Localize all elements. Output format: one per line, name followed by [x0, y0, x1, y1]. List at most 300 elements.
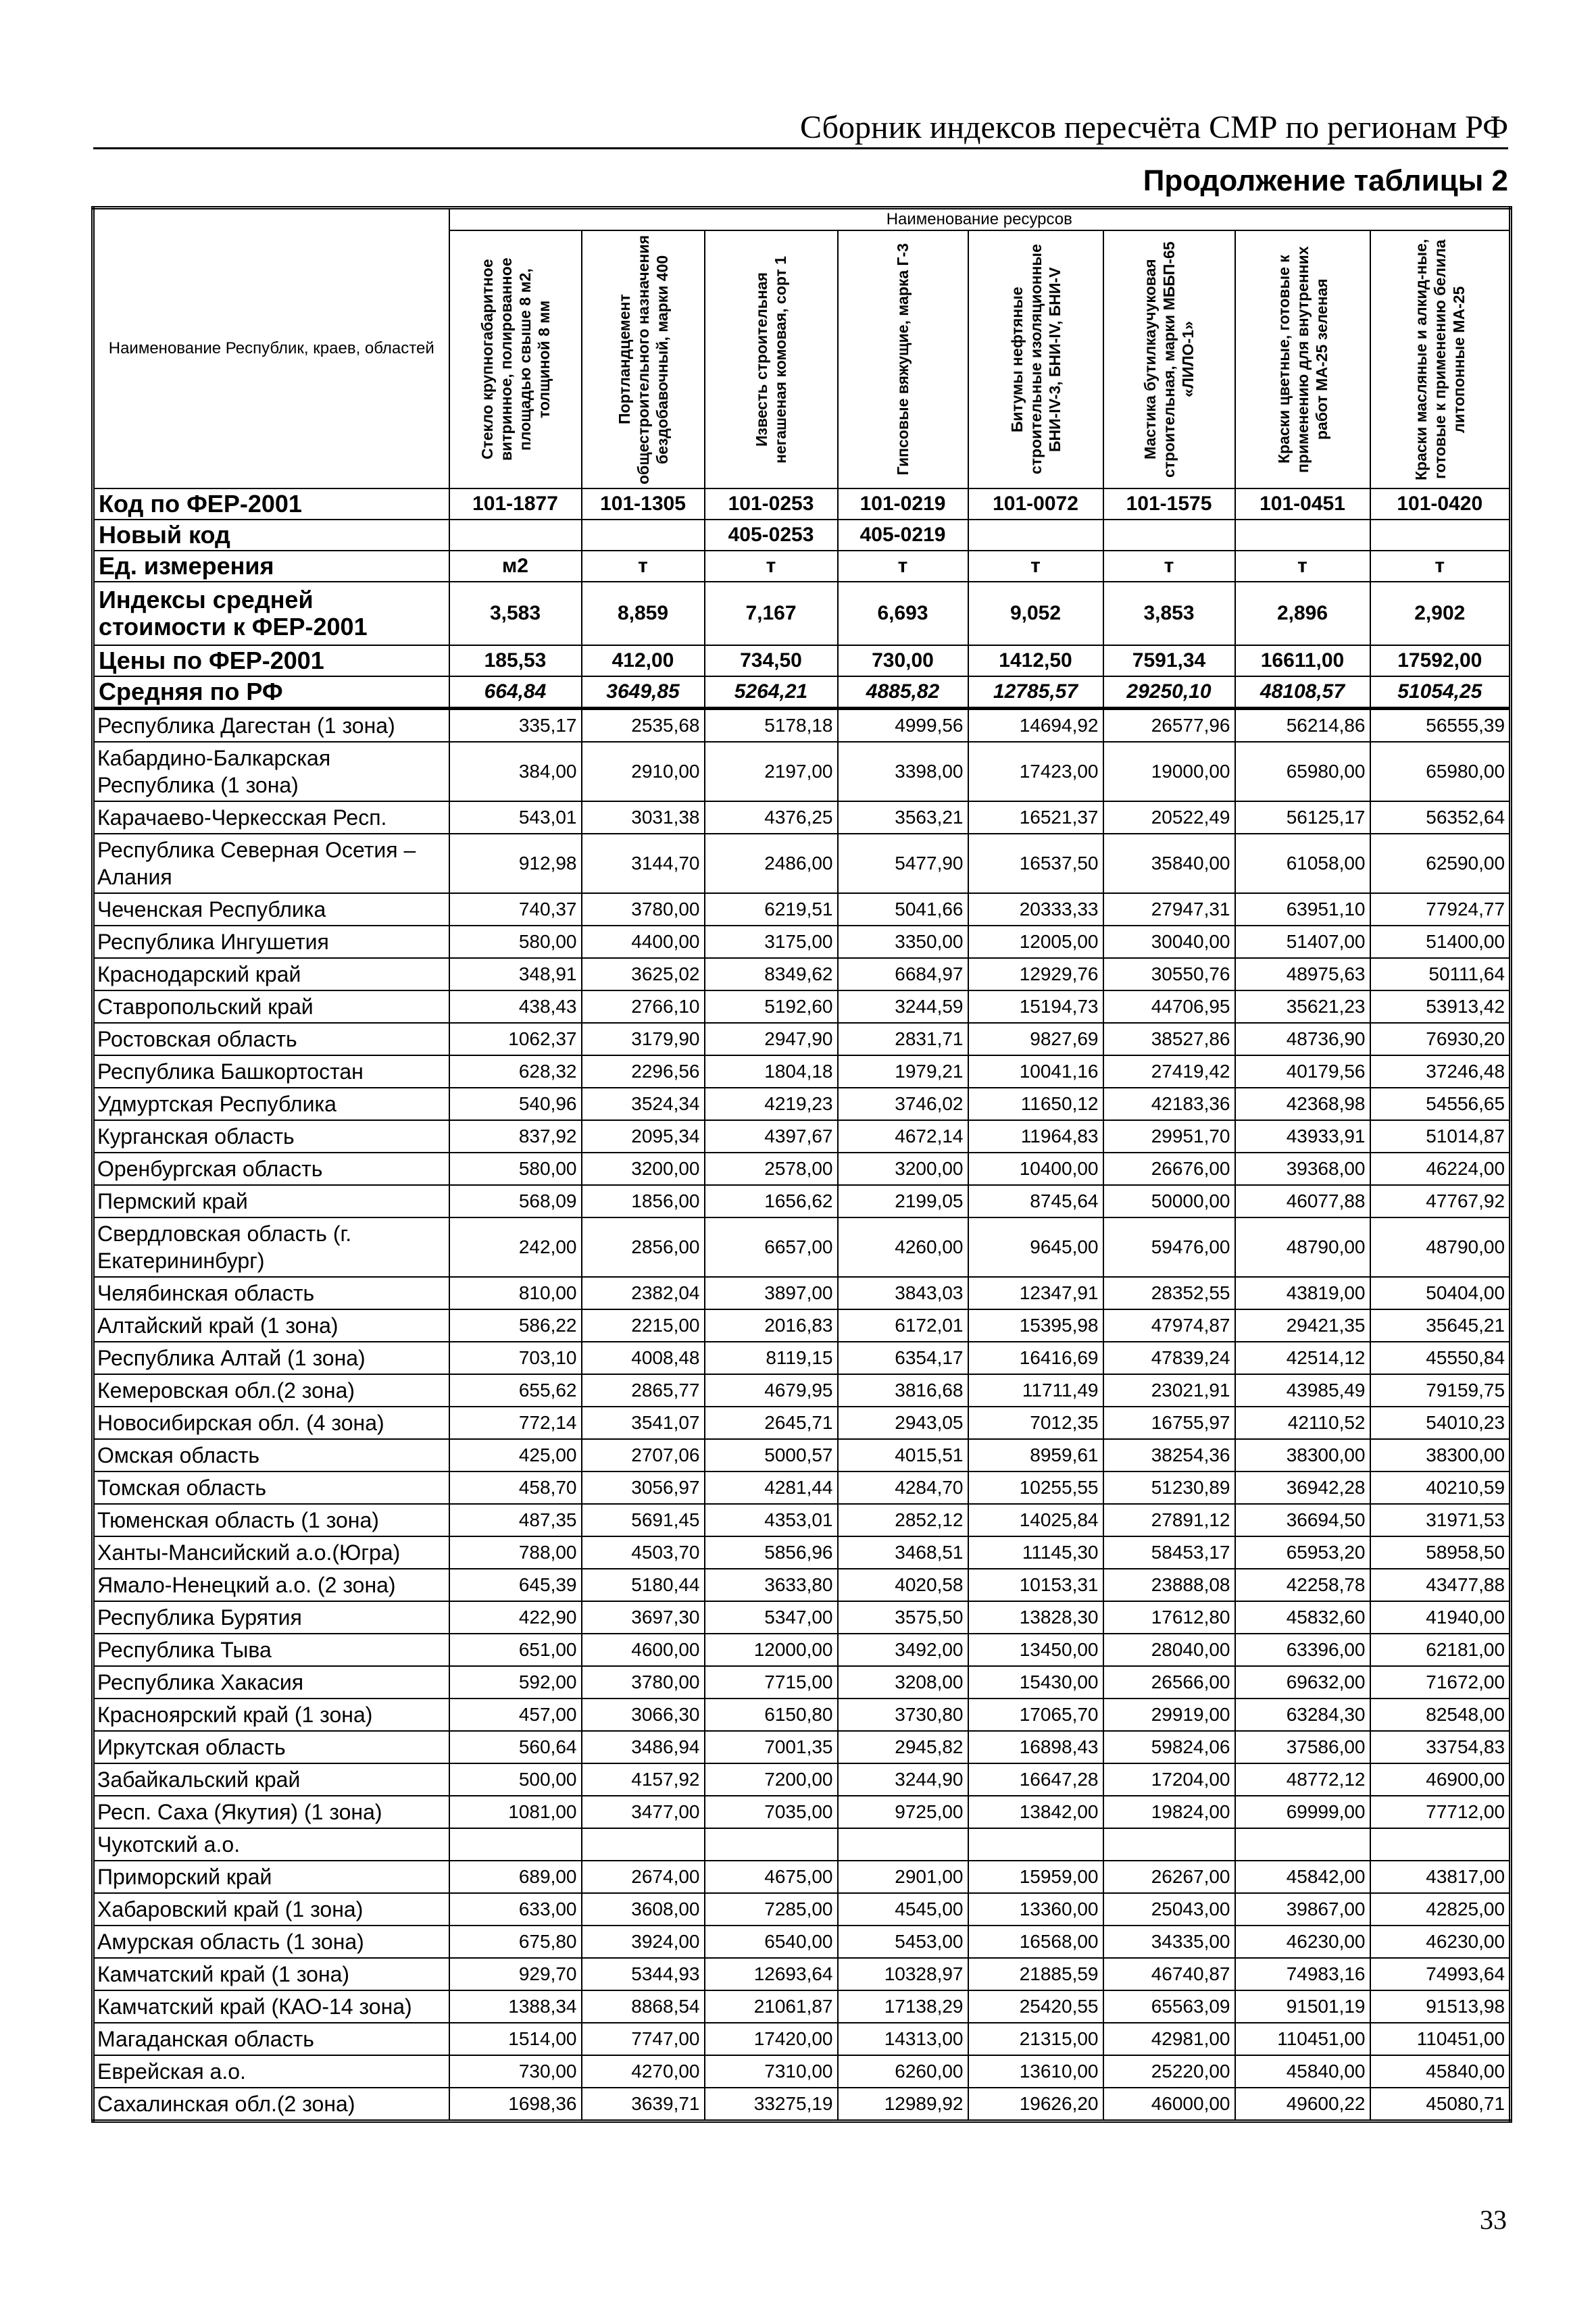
- price-cell: 1804,18: [705, 1055, 838, 1088]
- price-cell: 33754,83: [1370, 1731, 1511, 1763]
- table-header: [93, 208, 1511, 489]
- price-cell: 3924,00: [582, 1926, 705, 1958]
- price-cell: 15395,98: [968, 1309, 1103, 1342]
- price-cell: 5477,90: [838, 834, 968, 893]
- meta-cell: 2,896: [1235, 582, 1370, 645]
- price-cell: 4999,56: [838, 709, 968, 743]
- price-cell: 9725,00: [838, 1796, 968, 1828]
- price-cell: 10153,31: [968, 1569, 1103, 1601]
- price-cell: 3244,59: [838, 990, 968, 1023]
- price-cell: 2215,00: [582, 1309, 705, 1342]
- price-cell: 46077,88: [1235, 1185, 1370, 1217]
- price-cell: 3492,00: [838, 1634, 968, 1666]
- price-cell: 35840,00: [1103, 834, 1235, 893]
- meta-cell: 101-1305: [582, 488, 705, 520]
- price-cell: 45832,60: [1235, 1601, 1370, 1634]
- price-cell: 2831,71: [838, 1023, 968, 1055]
- price-cell: 36942,28: [1235, 1472, 1370, 1504]
- price-cell: 23888,08: [1103, 1569, 1235, 1601]
- price-cell: 26577,96: [1103, 709, 1235, 743]
- table-row: [93, 1536, 1511, 1569]
- price-cell: 5347,00: [705, 1601, 838, 1634]
- price-cell: 772,14: [449, 1407, 582, 1439]
- price-cell: 15959,00: [968, 1861, 1103, 1893]
- price-cell: 47839,24: [1103, 1342, 1235, 1374]
- price-cell: 38254,36: [1103, 1439, 1235, 1472]
- price-cell: 3625,02: [582, 958, 705, 990]
- price-cell: 38300,00: [1370, 1439, 1511, 1472]
- price-cell: 20333,33: [968, 893, 1103, 926]
- price-cell: 1656,62: [705, 1185, 838, 1217]
- table-row: [93, 1634, 1511, 1666]
- price-cell: 54556,65: [1370, 1088, 1511, 1120]
- price-cell: 4219,23: [705, 1088, 838, 1120]
- price-cell: 3468,51: [838, 1536, 968, 1569]
- price-cell: 46224,00: [1370, 1153, 1511, 1185]
- price-cell: 6540,00: [705, 1926, 838, 1958]
- price-cell: 730,00: [449, 2055, 582, 2088]
- price-cell: 2674,00: [582, 1861, 705, 1893]
- price-cell: 3730,80: [838, 1699, 968, 1731]
- price-cell: 56352,64: [1370, 801, 1511, 834]
- meta-cell: 4885,82: [838, 676, 968, 709]
- price-cell: 45080,71: [1370, 2088, 1511, 2121]
- price-cell: 2197,00: [705, 742, 838, 801]
- price-cell: [705, 1828, 838, 1861]
- meta-row: [93, 676, 1511, 709]
- meta-cell: 1412,50: [968, 645, 1103, 676]
- meta-cell: 51054,25: [1370, 676, 1511, 709]
- price-cell: 46740,87: [1103, 1958, 1235, 1990]
- resource-header: [1235, 230, 1370, 488]
- price-cell: 38527,86: [1103, 1023, 1235, 1055]
- table-row: [93, 1666, 1511, 1699]
- price-cell: 242,00: [449, 1217, 582, 1277]
- price-cell: 26566,00: [1103, 1666, 1235, 1699]
- price-cell: 5453,00: [838, 1926, 968, 1958]
- price-cell: 837,92: [449, 1120, 582, 1153]
- price-cell: 7715,00: [705, 1666, 838, 1699]
- table-row: [93, 1828, 1511, 1861]
- region-name: Респ. Саха (Якутия) (1 зона): [93, 1796, 449, 1828]
- meta-cell: 12785,57: [968, 676, 1103, 709]
- region-rows: [93, 709, 1511, 2121]
- price-cell: 16647,28: [968, 1763, 1103, 1796]
- page-number: 33: [1480, 2205, 1507, 2235]
- meta-cell: т: [968, 551, 1103, 582]
- table-row: [93, 1601, 1511, 1634]
- price-cell: 79159,75: [1370, 1374, 1511, 1407]
- price-cell: 2910,00: [582, 742, 705, 801]
- price-cell: 560,64: [449, 1731, 582, 1763]
- meta-cell: 101-1877: [449, 488, 582, 520]
- price-cell: 16537,50: [968, 834, 1103, 893]
- price-cell: 16416,69: [968, 1342, 1103, 1374]
- resource-header: [449, 230, 582, 488]
- table-row: [93, 1185, 1511, 1217]
- price-cell: 65980,00: [1370, 742, 1511, 801]
- table-row: [93, 834, 1511, 893]
- price-cell: 2852,12: [838, 1504, 968, 1536]
- price-cell: 65980,00: [1235, 742, 1370, 801]
- region-name: Новосибирская обл. (4 зона): [93, 1407, 449, 1439]
- price-cell: 1514,00: [449, 2023, 582, 2055]
- price-cell: 27891,12: [1103, 1504, 1235, 1536]
- meta-row: [93, 582, 1511, 645]
- table-row: [93, 1893, 1511, 1926]
- price-cell: 8349,62: [705, 958, 838, 990]
- price-cell: 56555,39: [1370, 709, 1511, 743]
- price-cell: 42183,36: [1103, 1088, 1235, 1120]
- table-row: [93, 1763, 1511, 1796]
- price-cell: [1370, 1828, 1511, 1861]
- price-cell: 8959,61: [968, 1439, 1103, 1472]
- table-row: [93, 1504, 1511, 1536]
- table-row: [93, 709, 1511, 743]
- resource-header: [968, 230, 1103, 488]
- price-cell: 12929,76: [968, 958, 1103, 990]
- price-cell: 14694,92: [968, 709, 1103, 743]
- region-name: Республика Хакасия: [93, 1666, 449, 1699]
- price-cell: 19824,00: [1103, 1796, 1235, 1828]
- price-cell: 3746,02: [838, 1088, 968, 1120]
- meta-cell: м2: [449, 551, 582, 582]
- price-cell: 30040,00: [1103, 926, 1235, 958]
- region-name: Иркутская область: [93, 1731, 449, 1763]
- price-cell: 74993,64: [1370, 1958, 1511, 1990]
- price-cell: 40210,59: [1370, 1472, 1511, 1504]
- meta-cell: т: [838, 551, 968, 582]
- meta-cell: 730,00: [838, 645, 968, 676]
- price-cell: 16568,00: [968, 1926, 1103, 1958]
- price-cell: 16898,43: [968, 1731, 1103, 1763]
- price-cell: 46000,00: [1103, 2088, 1235, 2121]
- price-cell: 12693,64: [705, 1958, 838, 1990]
- meta-cell: 412,00: [582, 645, 705, 676]
- price-cell: 458,70: [449, 1472, 582, 1504]
- price-cell: 3477,00: [582, 1796, 705, 1828]
- price-cell: 5344,93: [582, 1958, 705, 1990]
- region-name: Ханты-Мансийский а.о.(Югра): [93, 1536, 449, 1569]
- meta-cell: 101-0253: [705, 488, 838, 520]
- price-cell: 25220,00: [1103, 2055, 1235, 2088]
- resource-header: [582, 230, 705, 488]
- price-cell: 63284,30: [1235, 1699, 1370, 1731]
- resource-header: [1370, 230, 1511, 488]
- price-cell: 8119,15: [705, 1342, 838, 1374]
- price-cell: 16521,37: [968, 801, 1103, 834]
- meta-cell: т: [705, 551, 838, 582]
- price-cell: 10328,97: [838, 1958, 968, 1990]
- region-name: Удмуртская Республика: [93, 1088, 449, 1120]
- price-cell: 675,80: [449, 1926, 582, 1958]
- price-cell: 6260,00: [838, 2055, 968, 2088]
- region-name: Краснодарский край: [93, 958, 449, 990]
- price-cell: 3200,00: [582, 1153, 705, 1185]
- meta-cell: [1103, 520, 1235, 551]
- price-cell: 42825,00: [1370, 1893, 1511, 1926]
- price-cell: 69999,00: [1235, 1796, 1370, 1828]
- region-name: Чукотский а.о.: [93, 1828, 449, 1861]
- price-cell: 3486,94: [582, 1731, 705, 1763]
- meta-row: [93, 520, 1511, 551]
- price-cell: 51400,00: [1370, 926, 1511, 958]
- price-cell: 19000,00: [1103, 742, 1235, 801]
- price-cell: 3208,00: [838, 1666, 968, 1699]
- price-cell: 4376,25: [705, 801, 838, 834]
- price-cell: 42368,98: [1235, 1088, 1370, 1120]
- price-cell: 13450,00: [968, 1634, 1103, 1666]
- table-row: [93, 1055, 1511, 1088]
- price-cell: 2199,05: [838, 1185, 968, 1217]
- price-cell: 48772,12: [1235, 1763, 1370, 1796]
- price-cell: 5041,66: [838, 893, 968, 926]
- price-cell: 2535,68: [582, 709, 705, 743]
- price-cell: 63951,10: [1235, 893, 1370, 926]
- price-cell: 25043,00: [1103, 1893, 1235, 1926]
- price-cell: 17423,00: [968, 742, 1103, 801]
- price-cell: 4284,70: [838, 1472, 968, 1504]
- price-cell: 4400,00: [582, 926, 705, 958]
- price-cell: 29919,00: [1103, 1699, 1235, 1731]
- price-cell: 1856,00: [582, 1185, 705, 1217]
- region-name: Челябинская область: [93, 1277, 449, 1309]
- price-cell: 7012,35: [968, 1407, 1103, 1439]
- meta-cell: [582, 520, 705, 551]
- region-name: Свердловская область (г. Екатерининбург): [93, 1217, 449, 1277]
- price-cell: 335,17: [449, 709, 582, 743]
- price-cell: 13828,30: [968, 1601, 1103, 1634]
- region-name: Республика Северная Осетия – Алания: [93, 834, 449, 893]
- price-cell: 61058,00: [1235, 834, 1370, 893]
- region-name: Сахалинская обл.(2 зона): [93, 2088, 449, 2121]
- meta-cell: 9,052: [968, 582, 1103, 645]
- resource-header: [705, 230, 838, 488]
- price-cell: 49600,22: [1235, 2088, 1370, 2121]
- meta-row: [93, 551, 1511, 582]
- price-cell: 11711,49: [968, 1374, 1103, 1407]
- region-name: Республика Тыва: [93, 1634, 449, 1666]
- price-cell: 5000,57: [705, 1439, 838, 1472]
- price-cell: 53913,42: [1370, 990, 1511, 1023]
- price-cell: 65953,20: [1235, 1536, 1370, 1569]
- meta-cell: 664,84: [449, 676, 582, 709]
- price-cell: 28352,55: [1103, 1277, 1235, 1309]
- price-cell: 13610,00: [968, 2055, 1103, 2088]
- region-name: Томская область: [93, 1472, 449, 1504]
- region-name: Чеченская Республика: [93, 893, 449, 926]
- price-cell: 655,62: [449, 1374, 582, 1407]
- price-cell: 2947,90: [705, 1023, 838, 1055]
- resource-header-label: Стекло крупногабаритное витринное, полированное площадью свыше 8 м2, толщиной 8 мм: [478, 257, 553, 461]
- price-cell: [1103, 1828, 1235, 1861]
- price-cell: 48790,00: [1235, 1217, 1370, 1277]
- price-cell: 3843,03: [838, 1277, 968, 1309]
- price-cell: 26676,00: [1103, 1153, 1235, 1185]
- price-cell: 3144,70: [582, 834, 705, 893]
- price-cell: 41940,00: [1370, 1601, 1511, 1634]
- price-cell: 425,00: [449, 1439, 582, 1472]
- price-cell: 2578,00: [705, 1153, 838, 1185]
- region-name: Республика Бурятия: [93, 1601, 449, 1634]
- price-cell: 7285,00: [705, 1893, 838, 1926]
- meta-rows: [93, 488, 1511, 709]
- meta-row-label: Новый код: [93, 520, 449, 551]
- resource-header-label: Краски масляные и алкид-ные, готовые к применению белила литопонные МА-25: [1412, 238, 1468, 480]
- meta-cell: 405-0219: [838, 520, 968, 551]
- price-cell: 348,91: [449, 958, 582, 990]
- price-cell: 1698,36: [449, 2088, 582, 2121]
- resource-header-label: Известь строительная негашеная комовая, сорт 1: [753, 255, 789, 463]
- table-row: [93, 1472, 1511, 1504]
- region-name: Ставропольский край: [93, 990, 449, 1023]
- price-cell: 46230,00: [1370, 1926, 1511, 1958]
- region-name: Хабаровский край (1 зона): [93, 1893, 449, 1926]
- price-cell: 2016,83: [705, 1309, 838, 1342]
- region-name: Пермский край: [93, 1185, 449, 1217]
- price-cell: 645,39: [449, 1569, 582, 1601]
- price-cell: 35645,21: [1370, 1309, 1511, 1342]
- price-cell: 56125,17: [1235, 801, 1370, 834]
- price-cell: 77924,77: [1370, 893, 1511, 926]
- meta-cell: 101-0219: [838, 488, 968, 520]
- meta-row-label: Код по ФЕР-2001: [93, 488, 449, 520]
- price-cell: 7001,35: [705, 1731, 838, 1763]
- price-cell: 2943,05: [838, 1407, 968, 1439]
- price-cell: 2382,04: [582, 1277, 705, 1309]
- price-cell: 6219,51: [705, 893, 838, 926]
- price-cell: 4397,67: [705, 1120, 838, 1153]
- table-caption: Продолжение таблицы 2: [1143, 164, 1508, 197]
- price-cell: 15430,00: [968, 1666, 1103, 1699]
- price-cell: 43817,00: [1370, 1861, 1511, 1893]
- price-cell: 33275,19: [705, 2088, 838, 2121]
- price-cell: 1081,00: [449, 1796, 582, 1828]
- price-cell: 2296,56: [582, 1055, 705, 1088]
- price-cell: 43985,49: [1235, 1374, 1370, 1407]
- price-cell: 5178,18: [705, 709, 838, 743]
- table-row: [93, 926, 1511, 958]
- meta-cell: 6,693: [838, 582, 968, 645]
- price-cell: 42981,00: [1103, 2023, 1235, 2055]
- meta-cell: 48108,57: [1235, 676, 1370, 709]
- price-cell: 6684,97: [838, 958, 968, 990]
- price-cell: 14025,84: [968, 1504, 1103, 1536]
- price-cell: 11650,12: [968, 1088, 1103, 1120]
- region-name: Республика Башкортостан: [93, 1055, 449, 1088]
- price-cell: [582, 1828, 705, 1861]
- price-cell: 1062,37: [449, 1023, 582, 1055]
- price-cell: 76930,20: [1370, 1023, 1511, 1055]
- price-cell: 3350,00: [838, 926, 968, 958]
- price-cell: 48790,00: [1370, 1217, 1511, 1277]
- price-cell: 43477,88: [1370, 1569, 1511, 1601]
- table-row: [93, 1990, 1511, 2023]
- price-cell: 3244,90: [838, 1763, 968, 1796]
- table-row: [93, 1731, 1511, 1763]
- price-cell: 2766,10: [582, 990, 705, 1023]
- price-cell: 50000,00: [1103, 1185, 1235, 1217]
- region-name: Карачаево-Черкесская Респ.: [93, 801, 449, 834]
- price-cell: 3200,00: [838, 1153, 968, 1185]
- price-cell: 43933,91: [1235, 1120, 1370, 1153]
- price-cell: 8745,64: [968, 1185, 1103, 1217]
- table-row: [93, 1407, 1511, 1439]
- region-name: Тюменская область (1 зона): [93, 1504, 449, 1536]
- price-cell: 51230,89: [1103, 1472, 1235, 1504]
- price-cell: 3524,34: [582, 1088, 705, 1120]
- resources-group-header: Наименование ресурсов: [449, 208, 1511, 231]
- price-cell: 457,00: [449, 1699, 582, 1731]
- price-cell: 28040,00: [1103, 1634, 1235, 1666]
- table-row: [93, 801, 1511, 834]
- price-cell: 47767,92: [1370, 1185, 1511, 1217]
- price-cell: 27947,31: [1103, 893, 1235, 926]
- meta-cell: [968, 520, 1103, 551]
- price-cell: 3031,38: [582, 801, 705, 834]
- price-cell: 42514,12: [1235, 1342, 1370, 1374]
- price-cell: 91501,19: [1235, 1990, 1370, 2023]
- price-cell: 7200,00: [705, 1763, 838, 1796]
- price-cell: 12005,00: [968, 926, 1103, 958]
- table-row: [93, 1023, 1511, 1055]
- region-name: Забайкальский край: [93, 1763, 449, 1796]
- price-cell: 4270,00: [582, 2055, 705, 2088]
- price-cell: 4020,58: [838, 1569, 968, 1601]
- price-cell: 540,96: [449, 1088, 582, 1120]
- price-cell: [838, 1828, 968, 1861]
- price-cell: 3179,90: [582, 1023, 705, 1055]
- price-cell: 689,00: [449, 1861, 582, 1893]
- price-cell: 45840,00: [1235, 2055, 1370, 2088]
- price-cell: 5180,44: [582, 1569, 705, 1601]
- price-cell: 633,00: [449, 1893, 582, 1926]
- price-cell: 912,98: [449, 834, 582, 893]
- price-cell: 21885,59: [968, 1958, 1103, 1990]
- price-cell: 63396,00: [1235, 1634, 1370, 1666]
- meta-cell: т: [1370, 551, 1511, 582]
- region-name: Ямало-Ненецкий а.о. (2 зона): [93, 1569, 449, 1601]
- price-cell: 3697,30: [582, 1601, 705, 1634]
- region-name: Алтайский край (1 зона): [93, 1309, 449, 1342]
- price-cell: 62590,00: [1370, 834, 1511, 893]
- price-cell: 13842,00: [968, 1796, 1103, 1828]
- price-cell: 20522,49: [1103, 801, 1235, 834]
- price-cell: 50404,00: [1370, 1277, 1511, 1309]
- price-cell: 91513,98: [1370, 1990, 1511, 2023]
- price-cell: 11964,83: [968, 1120, 1103, 1153]
- price-cell: 16755,97: [1103, 1407, 1235, 1439]
- resource-header-label: Мастика бутилкаучуковая строительная, марки МББП-65 «ЛИЛО-1»: [1141, 241, 1197, 478]
- price-cell: 2945,82: [838, 1731, 968, 1763]
- price-cell: 6150,80: [705, 1699, 838, 1731]
- meta-cell: 8,859: [582, 582, 705, 645]
- price-cell: 71672,00: [1370, 1666, 1511, 1699]
- meta-cell: 101-0451: [1235, 488, 1370, 520]
- price-cell: 586,22: [449, 1309, 582, 1342]
- price-cell: 56214,86: [1235, 709, 1370, 743]
- price-cell: 62181,00: [1370, 1634, 1511, 1666]
- price-cell: 74983,16: [1235, 1958, 1370, 1990]
- meta-row: [93, 645, 1511, 676]
- price-cell: 3780,00: [582, 893, 705, 926]
- price-cell: 13360,00: [968, 1893, 1103, 1926]
- price-cell: 48736,90: [1235, 1023, 1370, 1055]
- price-cell: 17420,00: [705, 2023, 838, 2055]
- price-cell: 2901,00: [838, 1861, 968, 1893]
- price-cell: 2856,00: [582, 1217, 705, 1277]
- price-cell: 58958,50: [1370, 1536, 1511, 1569]
